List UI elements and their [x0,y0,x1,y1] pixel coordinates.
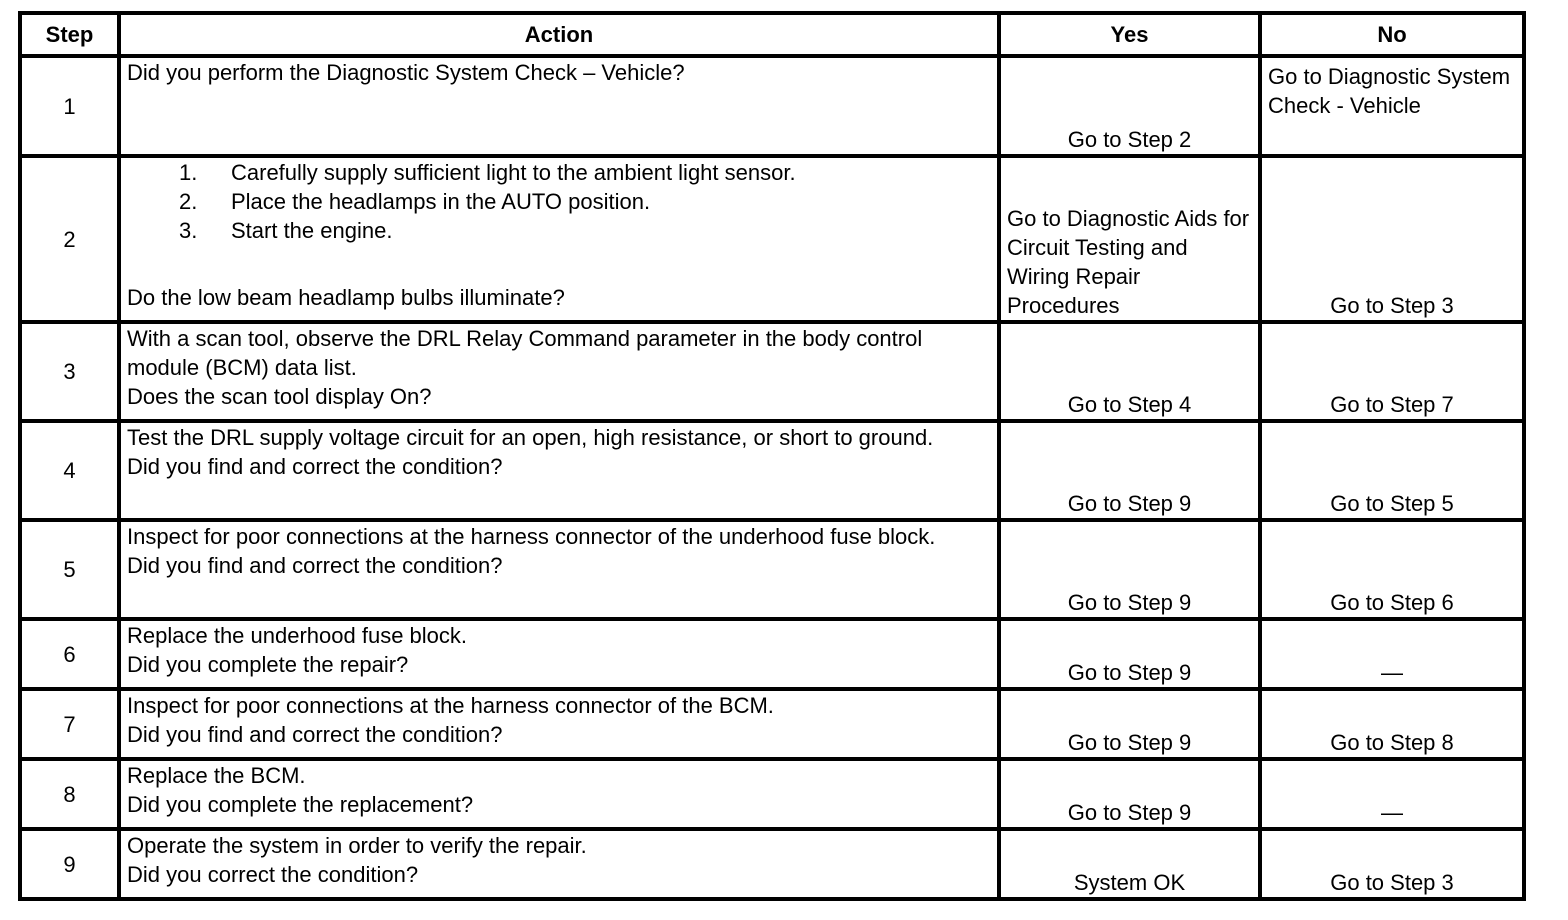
action-cell [119,520,999,619]
header-yes: Yes [999,13,1260,56]
step-number: 6 [20,619,119,689]
action-line: Replace the underhood fuse block. [127,623,468,648]
step-number: 9 [20,829,119,899]
action-line: With a scan tool, observe the DRL Relay Command parameter in the body control module (BCM) data list. [127,326,923,380]
action-line: Test the DRL supply voltage circuit for an open, high resistance, or short to ground. [127,425,934,450]
action-line: Did you complete the replacement? [127,792,474,817]
table-row [20,56,1524,156]
action-cell [119,619,999,689]
table-row [20,619,1524,689]
action-line: Inspect for poor connections at the harness connector of the BCM. [127,693,774,718]
action-cell [119,421,999,520]
yes-cell: Go to Step 9 [999,759,1260,829]
step-number: 3 [20,322,119,421]
table-row [20,322,1524,421]
yes-cell: Go to Step 4 [999,322,1260,421]
procedure-item [127,187,991,216]
action-line: Did you find and correct the condition? [127,722,503,747]
procedure-number: 2. [179,189,198,214]
action-line: Did you perform the Diagnostic System Check – Vehicle? [127,60,685,85]
yes-cell: Go to Step 9 [999,421,1260,520]
yes-cell: Go to Step 9 [999,520,1260,619]
action-line: Operate the system in order to verify the repair. [127,833,587,858]
header-step: Step [20,13,119,56]
diagnostic-table [18,11,1526,901]
action-cell [119,829,999,899]
action-line: Replace the BCM. [127,763,306,788]
procedure-text: Start the engine. [231,218,393,243]
action-line: Did you complete the repair? [127,652,409,677]
action-line: Did you find and correct the condition? [127,454,503,479]
procedure-item [127,158,991,187]
action-cell [119,56,999,156]
procedure-text: Carefully supply sufficient light to the ambient light sensor. [231,160,796,185]
action-line: Inspect for poor connections at the harness connector of the underhood fuse block. [127,524,936,549]
no-cell: Go to Step 5 [1260,421,1524,520]
step-number: 7 [20,689,119,759]
table-row [20,759,1524,829]
table-row [20,421,1524,520]
action-cell [119,689,999,759]
no-cell: Go to Step 8 [1260,689,1524,759]
step-number: 4 [20,421,119,520]
yes-cell: System OK [999,829,1260,899]
no-cell: Go to Step 3 [1260,829,1524,899]
no-cell: Go to Step 6 [1260,520,1524,619]
step-number: 1 [20,56,119,156]
header-row [20,13,1524,56]
header-no: No [1260,13,1524,56]
table-row [20,520,1524,619]
no-cell: Go to Step 7 [1260,322,1524,421]
procedure-text: Place the headlamps in the AUTO position. [231,189,651,214]
no-cell: Go to Step 3 [1260,156,1524,322]
yes-cell: Go to Diagnostic Aids for Circuit Testing and Wiring Repair Procedures [999,156,1260,322]
step-number: 2 [20,156,119,322]
procedure-number: 3. [179,218,198,243]
yes-cell: Go to Step 2 [999,56,1260,156]
procedure-number: 1. [179,160,198,185]
procedure-item [127,216,991,245]
no-cell: — [1260,759,1524,829]
no-cell: Go to Diagnostic System Check - Vehicle [1260,56,1524,156]
step-number: 5 [20,520,119,619]
table-row [20,689,1524,759]
action-line: Did you correct the condition? [127,862,419,887]
table-row [20,156,1524,322]
yes-cell: Go to Step 9 [999,619,1260,689]
action-cell [119,759,999,829]
action-line: Did you find and correct the condition? [127,553,503,578]
header-action: Action [119,13,999,56]
step-number: 8 [20,759,119,829]
action-line: Does the scan tool display On? [127,384,432,409]
procedure-list [127,158,991,245]
no-cell: — [1260,619,1524,689]
yes-cell: Go to Step 9 [999,689,1260,759]
action-cell [119,322,999,421]
action-cell [119,156,999,322]
table-row [20,829,1524,899]
action-question: Do the low beam headlamp bulbs illuminate? [127,285,565,310]
